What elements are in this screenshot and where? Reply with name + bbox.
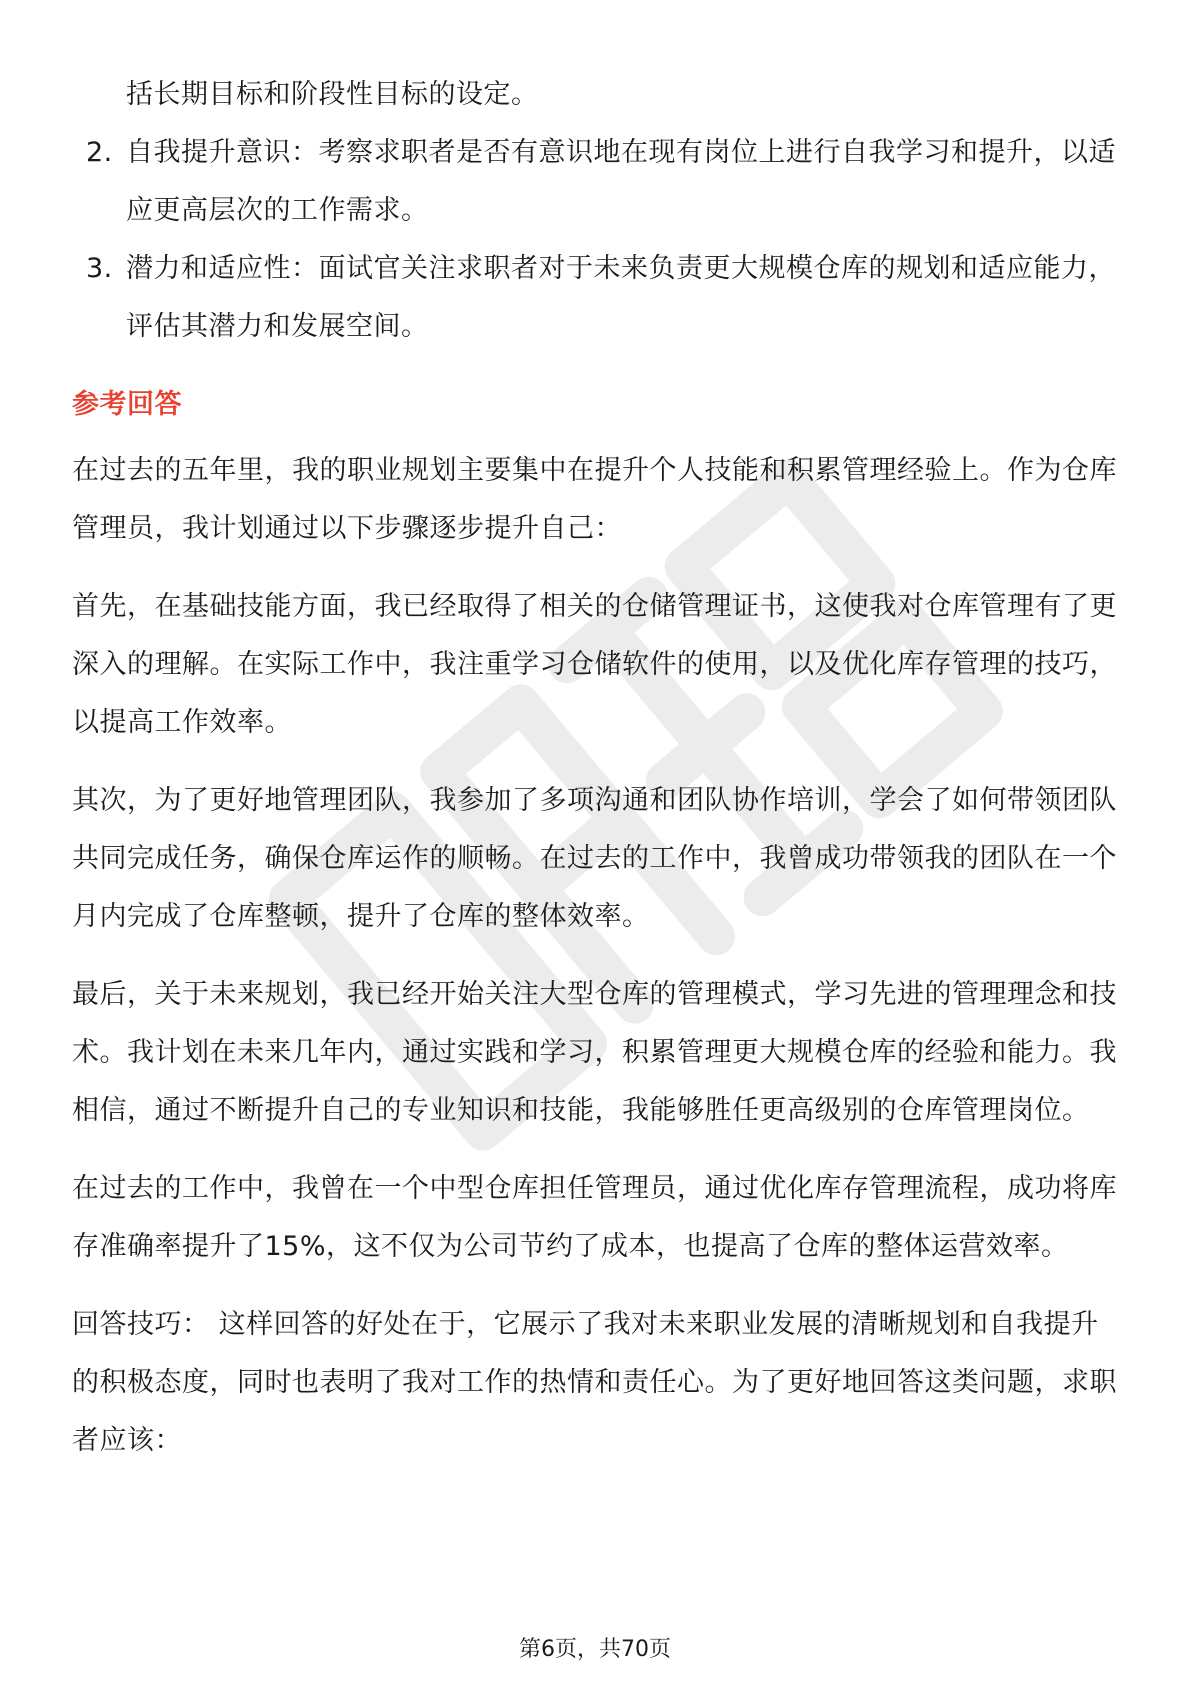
paragraph: 在过去的五年里，我的职业规划主要集中在提升个人技能和积累管理经验上。作为仓库管理员，我计划通过以下步骤逐步提升自己：	[72, 455, 1117, 544]
list-item-text: 潜力和适应性：面试官关注求职者对于未来负责更大规模仓库的规划和适应能力，评估其潜力和发展空间。	[126, 253, 1116, 342]
list-item-text: 自我提升意识：考察求职者是否有意识地在现有岗位上进行自我学习和提升，以适应更高层次的工作需求。	[126, 137, 1116, 226]
list-item	[72, 124, 1124, 240]
document-body	[72, 66, 1124, 1470]
list-item	[72, 240, 1124, 356]
list-item-number: 2.	[86, 137, 113, 168]
paragraph: 回答技巧： 这样回答的好处在于，它展示了我对未来职业发展的清晰规划和自我提升的积极态度，同时也表明了我对工作的热情和责任心。为了更好地回答这类问题，求职者应该：	[72, 1309, 1117, 1456]
paragraph: 最后，关于未来规划，我已经开始关注大型仓库的管理模式，学习先进的管理理念和技术。我计划在未来几年内，通过实践和学习，积累管理更大规模仓库的经验和能力。我相信，通过不断提升自己的专业知识和技能，我能够胜任更高级别的仓库管理岗位。	[72, 979, 1117, 1126]
paragraph: 其次，为了更好地管理团队，我参加了多项沟通和团队协作培训，学会了如何带领团队共同完成任务，确保仓库运作的顺畅。在过去的工作中，我曾成功带领我的团队在一个月内完成了仓库整顿，提升了仓库的整体效率。	[72, 785, 1117, 932]
paragraph: 首先，在基础技能方面，我已经取得了相关的仓储管理证书，这使我对仓库管理有了更深入的理解。在实际工作中，我注重学习仓储软件的使用，以及优化库存管理的技巧，以提高工作效率。	[72, 591, 1117, 738]
page-number: 第6页，共70页	[519, 1637, 671, 1662]
continuation-line: 括长期目标和阶段性目标的设定。	[126, 79, 539, 110]
paragraph: 在过去的工作中，我曾在一个中型仓库担任管理员，通过优化库存管理流程，成功将库存准确率提升了15%，这不仅为公司节约了成本，也提高了仓库的整体运营效率。	[72, 1173, 1117, 1262]
list-item-number: 3.	[86, 253, 113, 284]
criteria-list	[72, 124, 1124, 356]
section-heading: 参考回答	[72, 389, 182, 420]
